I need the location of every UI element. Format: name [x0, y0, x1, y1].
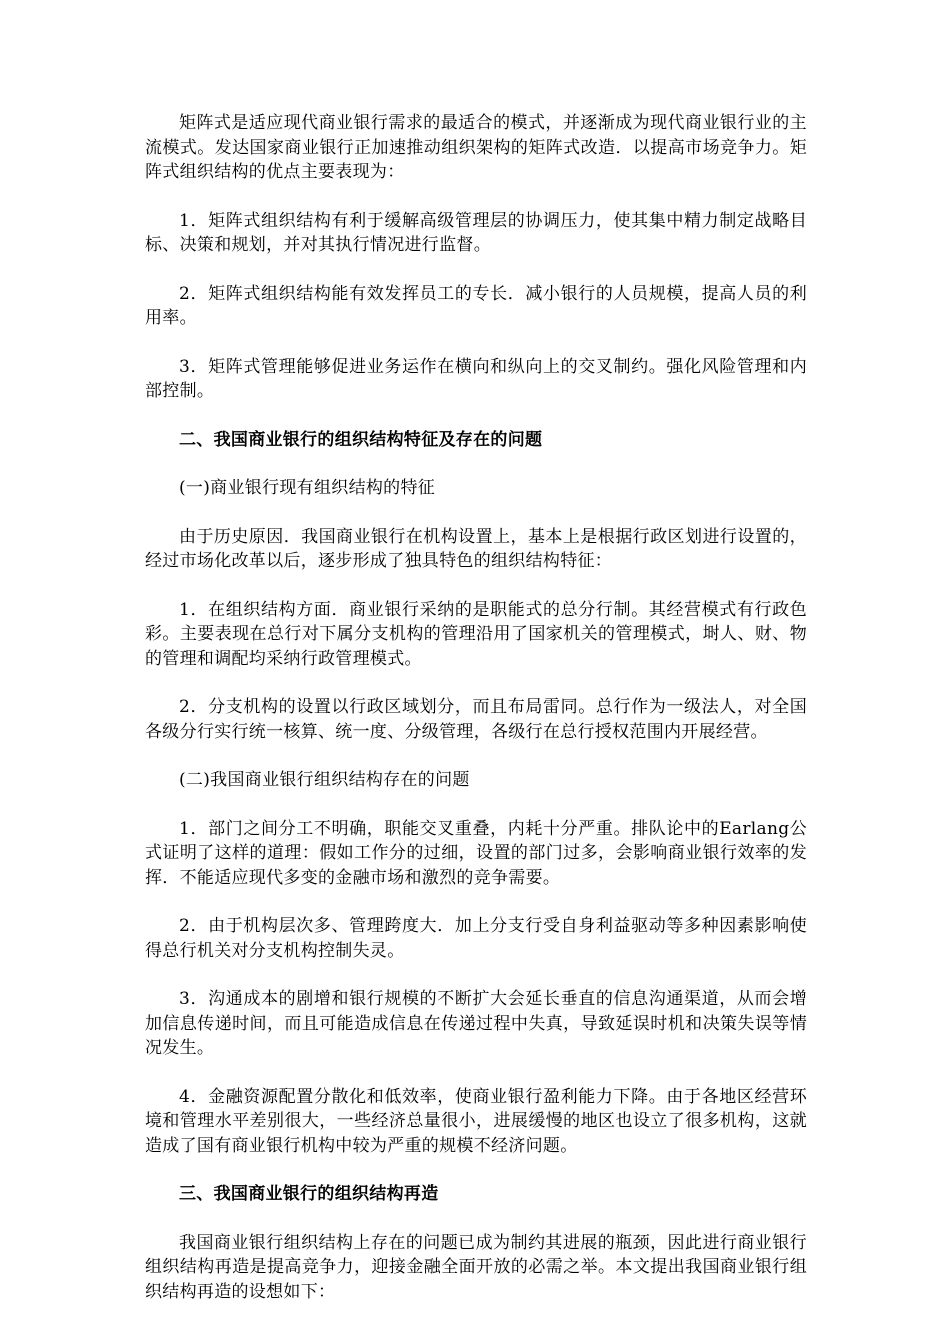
- paragraph-problem-3: 3．沟通成本的剧增和银行规模的不断扩大会延长垂直的信息沟通渠道，从而会增加信息传递时间，而且可能造成信息在传递过程中失真，导致延误时机和决策失误等情况发生。: [145, 989, 807, 1058]
- paragraph-problem-2: 2．由于机构层次多、管理跨度大．加上分支行受自身利益驱动等多种因素影响使得总行机关对分支机构控制失灵。: [145, 916, 807, 961]
- paragraph-problem-1: 1．部门之间分工不明确，职能交叉重叠，内耗十分严重。排队论中的Earlang公式证明了这样的道理：假如工作分的过细，设置的部门过多，会影响商业银行效率的发挥．不能适应现代多变的金融市场和激烈的竞争需要。: [145, 818, 807, 888]
- paragraph-feature-2: 2．分支机构的设置以行政区域划分，而且布局雷同。总行作为一级法人，对全国各级分行实行统一核算、统一度、分级管理，各级行在总行授权范围内开展经营。: [145, 697, 807, 742]
- document-page: [145, 111, 807, 1328]
- section-heading-3: 三、我国商业银行的组织结构再造: [179, 1184, 439, 1204]
- paragraph-restructure: 我国商业银行组织结构上存在的问题已成为制约其进展的瓶颈，因此进行商业银行组织结构再造是提高竞争力，迎接金融全面开放的必需之举。本文提出我国商业银行组织结构再造的设想如下：: [145, 1232, 807, 1302]
- paragraph-matrix-point-3: 3．矩阵式管理能够促进业务运作在横向和纵向上的交叉制约。强化风险管理和内部控制。: [145, 356, 807, 401]
- paragraph-problem-4: 4．金融资源配置分散化和低效率，使商业银行盈利能力下降。由于各地区经营环境和管理水平差别很大，一些经济总量很小，进展缓慢的地区也设立了很多机构，这就造成了国有商业银行机构中较为严重的规模不经济问题。: [145, 1086, 807, 1156]
- paragraph-matrix-intro: 矩阵式是适应现代商业银行需求的最适合的模式，并逐渐成为现代商业银行业的主流模式。发达国家商业银行正加速推动组织架构的矩阵式改造．以提高市场竞争力。矩阵式组织结构的优点主要表现为：: [145, 113, 807, 182]
- paragraph-history: 由于历史原因．我国商业银行在机构设置上，基本上是根据行政区划进行设置的，经过市场化改革以后，逐步形成了独具特色的组织结构特征：: [145, 526, 807, 571]
- paragraph-feature-1: 1．在组织结构方面．商业银行采纳的是职能式的总分行制。其经营模式有行政色彩。主要表现在总行对下属分支机构的管理沿用了国家机关的管理模式，埘人、财、物的管理和调配均采纳行政管理模式。: [145, 599, 807, 669]
- section-heading-2: 二、我国商业银行的组织结构特征及存在的问题: [179, 429, 543, 450]
- subsection-heading-2: (二)我国商业银行组织结构存在的问题: [179, 770, 470, 790]
- paragraph-matrix-point-2: 2．矩阵式组织结构能有效发挥员工的专长．减小银行的人员规模，提高人员的利用率。: [145, 283, 807, 328]
- paragraph-matrix-point-1: 1．矩阵式组织结构有利于缓解高级管理层的协调压力，使其集中精力制定战略目标、决策和规划，并对其执行情况进行监督。: [145, 210, 807, 255]
- subsection-heading-1: (一)商业银行现有组织结构的特征: [179, 478, 436, 498]
